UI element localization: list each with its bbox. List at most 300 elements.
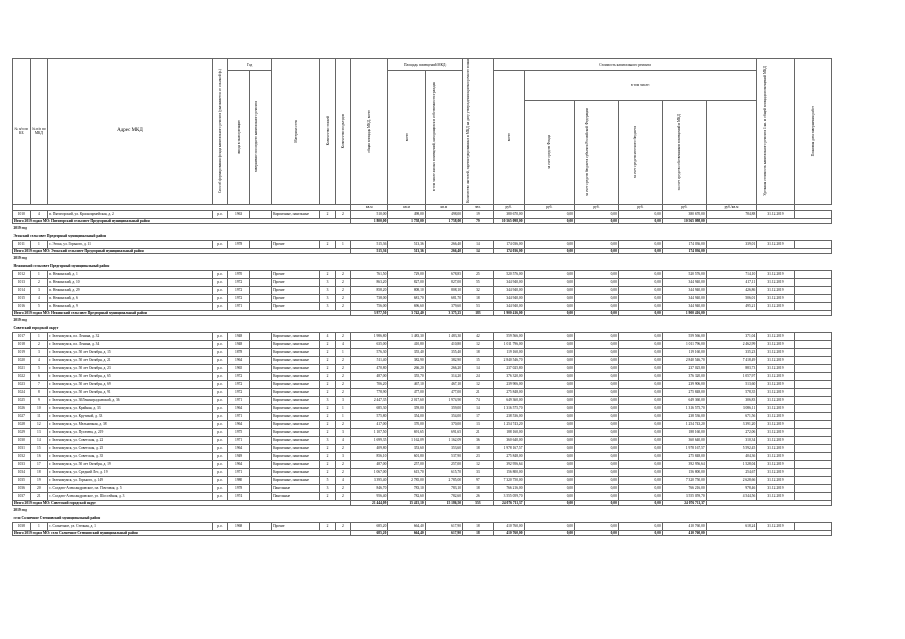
unit-cell: руб. [493,204,524,210]
table-row [13,348,832,356]
table-cell: 31.12.2019 [757,356,794,364]
table-cell: Кирпичные, панельные [272,380,320,388]
table-cell: 174 036,00 [662,248,706,253]
table-cell: г. Зеленокумск, ул. 50 лет Октября, д. 69 [48,380,213,388]
table-cell: 1 316 575,70 [493,404,524,412]
table-cell: 20 [30,484,48,492]
table-cell: 2 [320,468,335,476]
table-cell [250,492,272,500]
table-cell: 681,70 [425,294,462,302]
table-cell: 2 840 546,70 [493,356,524,364]
table-cell: 0,00 [618,270,662,278]
table-cell: 1 254 743,20 [493,420,524,428]
table-cell: 783,10 [388,484,425,492]
table-cell: Кирпичные, панельные [272,372,320,380]
table-cell: р.о. [212,278,227,286]
table-cell: 1 978 167,57 [662,444,706,452]
table-cell: 31.12.2019 [757,278,794,286]
table-cell: 359,00 [425,404,462,412]
table-cell: 0,00 [618,436,662,444]
table-cell: 0,00 [524,388,574,396]
table-cell: 10 [30,404,48,412]
table-cell: 2 [320,356,335,364]
table-cell: 3 [320,396,335,404]
table-cell: 553 [463,500,494,505]
table-cell: 1 [335,348,350,356]
table-row [13,240,832,248]
table-cell: г. Зеленокумск, ул. 50 лет Октября, д. 23 [48,364,213,372]
table-cell: р.о. [212,302,227,310]
table-cell: 615,70 [425,468,462,476]
table-cell: 7 320 750,00 [662,476,706,484]
table-cell: 2 [335,356,350,364]
table-cell: р.о. [212,380,227,388]
table-cell: 7 320 750,00 [493,476,524,484]
table-cell: 31.12.2019 [757,492,794,500]
table-cell: 42 [463,332,494,340]
table-cell: 2 [320,348,335,356]
table-cell: 13 [463,420,494,428]
table-cell: 2 [320,444,335,452]
table-cell [250,468,272,476]
table-cell: 0,00 [524,412,574,420]
table-cell: 0,00 [574,444,618,452]
table-cell: 510,00 [351,210,388,218]
table-row [13,332,832,340]
table-cell: 1031 [13,444,31,452]
header-cost-local: за счет средств местного бюджета [618,100,662,204]
table-cell: 2 [320,210,335,218]
table-cell [794,452,831,460]
table-cell: 371,04 [706,332,757,340]
table-cell: 0,00 [524,270,574,278]
table-cell: Кирпичные, панельные [272,364,320,372]
table-cell: Кирпичные, панельные [272,404,320,412]
table-cell: 0,00 [618,286,662,294]
table-cell: 23 [463,452,494,460]
table-cell: 0,00 [574,404,618,412]
header-area-group: Площадь помещений МКД: [388,59,463,71]
table-cell: 1 [30,522,48,530]
table-cell [794,364,831,372]
unit-cell: кв.м [351,204,388,210]
table-cell: 0,00 [574,348,618,356]
table-cell: Кирпичные, панельные [272,348,320,356]
table-cell: 766 216,00 [662,484,706,492]
table-cell: 19 [30,476,48,484]
table-cell: 21 [463,428,494,436]
table-cell [794,388,831,396]
table-cell: 3 555 059,70 [662,492,706,500]
table-cell: 756,00 [351,302,388,310]
table-cell: 0,00 [574,278,618,286]
table-cell: 1971 [228,302,250,310]
table-cell: 306,83 [706,396,757,404]
table-cell: 0,00 [574,380,618,388]
table-cell: г. Зеленокумск, ул. Советская, д. 22 [48,436,213,444]
table-cell: 2 [335,468,350,476]
header-mkd: № п/п по МКД [30,59,48,205]
table-row [13,340,832,348]
section-row [13,253,832,262]
table-cell: р.о. [212,468,227,476]
table-cell: 0,00 [618,404,662,412]
table-cell: 353,60 [388,444,425,452]
table-cell: 1 900 416,00 [662,310,706,315]
table-row [13,404,832,412]
table-cell [250,404,272,412]
table-cell: 53 [463,302,494,310]
table-cell: 576,30 [351,348,388,356]
table-cell [250,240,272,248]
table-cell: Итого 2019 годам МО: Этокский сельсовет Предгорный муниципальный район [13,248,351,253]
table-cell: Прочие [272,278,320,286]
table-cell: 477,00 [425,388,462,396]
table-cell [250,364,272,372]
table-cell: 0,00 [574,492,618,500]
unit-cell: кв.м [425,204,462,210]
table-cell: 678,85 [425,270,462,278]
table-cell: 4 [335,340,350,348]
header-cost-fund: за счет средств Фонда [524,100,574,204]
table-cell: 0,00 [524,444,574,452]
table-cell: 2 785,00 [388,476,425,484]
header-cost-regional: за счет средств бюджета субъекта Российской Федерации [574,100,618,204]
table-cell: 18 [30,468,48,476]
table-cell: 183 [463,310,494,315]
table-cell: г. Зеленокумск, ул. 50 лет Октября, д. 19 [48,460,213,468]
table-cell: Кирпичные, панельные [272,452,320,460]
table-cell: 10 565 098,00 [493,218,524,223]
table-cell: 2 [335,332,350,340]
table-cell: 310,34 [706,436,757,444]
table-cell: 1 316 575,70 [662,404,706,412]
table-cell: 3 [320,484,335,492]
section-label: 2019 год [13,255,27,260]
table-cell: Кирпичные, панельные [272,444,320,452]
table-cell: 467,10 [425,380,462,388]
table-cell: р.о. [212,396,227,404]
table-cell: р.о. [212,420,227,428]
table-cell: 2 [335,302,350,310]
table-cell: 18 [463,444,494,452]
table-cell: г. Зеленокумск, пл. Ленина, д. 34 [48,340,213,348]
table-cell: г. Зеленокумск, ул. Советская, д. 25 [48,444,213,452]
table-row [13,522,832,530]
table-cell: 778,90 [351,388,388,396]
table-cell [794,420,831,428]
table-cell: 0,00 [618,388,662,396]
table-cell: 0,00 [574,210,618,218]
table-header [13,59,832,211]
section-label: село Солнечное Степновский муниципальный район [13,515,101,520]
table-cell: р.о. [212,484,227,492]
table-cell: 1 974,90 [425,396,462,404]
table-cell: 15 415,10 [388,500,425,505]
table-row [13,364,832,372]
table-cell: 3 555 059,70 [493,492,524,500]
table-cell: 0,00 [618,500,662,505]
table-cell: р.о. [212,428,227,436]
table-cell: 254,67 [706,468,757,476]
table-cell: 237 025,80 [662,364,706,372]
header-deadline: Плановая дата завершения работ [794,59,831,205]
table-cell: 2 785,00 [425,476,462,484]
table-cell: 1978 [228,484,250,492]
header-area-all: всего [388,71,425,205]
table-cell [794,286,831,294]
table-cell: 1 067,00 [351,468,388,476]
table-cell: 0,00 [524,530,574,535]
section-row [13,223,832,232]
table-cell: 1975 [228,428,250,436]
table-cell: р.о. [212,372,227,380]
table-cell: 360 640,00 [493,436,524,444]
section-row [13,514,832,523]
table-cell: 1964 [228,460,250,468]
table-cell: 0,00 [618,372,662,380]
table-row [13,388,832,396]
table-cell: 1 254 743,20 [662,420,706,428]
table-cell: 6 [30,372,48,380]
table-cell: Кирпичные, панельные [272,332,320,340]
table-cell: 0,00 [574,310,618,315]
table-cell: 9 [30,396,48,404]
table-cell: 1038 [13,522,31,530]
table-cell: 0,00 [574,340,618,348]
table-cell: 11 [30,412,48,420]
table-cell: 314,20 [425,372,462,380]
table-cell: 761,50 [351,270,388,278]
table-cell: 31.12.2019 [757,372,794,380]
table-row [13,380,832,388]
table-cell: г. Зеленокумск, ул. Советская, д. 35 [48,452,213,460]
table-cell: 0,00 [618,428,662,436]
table-cell: 31.12.2019 [757,294,794,302]
table-cell: 0,00 [618,278,662,286]
table-cell [794,340,831,348]
table-cell: 513,36 [388,240,425,248]
table-cell [794,428,831,436]
header-kb: № п/п по КБ [13,59,31,205]
table-cell: 18 [463,522,494,530]
table-cell: 10 565 098,00 [662,218,706,223]
table-cell: 649 360,00 [662,396,706,404]
table-cell: 4 [320,332,335,340]
table-cell: 0,00 [574,388,618,396]
header-floors: Количество этажей [320,59,335,205]
table-cell: 1971 [228,396,250,404]
table-cell: 12 [30,420,48,428]
header-total-area: общая площадь МКД, всего [351,59,388,205]
table-cell: 1029 [13,428,31,436]
table-cell: 410 760,00 [493,530,524,535]
table-cell: 31.12.2019 [757,332,794,340]
table-cell [794,210,831,218]
table-cell: с. Этока, ул. Горького, д. 11 [48,240,213,248]
table-cell: 863,20 [351,278,388,286]
table-cell: 31.12.2019 [757,412,794,420]
table-cell: 559 566,00 [662,332,706,340]
table-cell: 344 940,00 [662,278,706,286]
table-cell: 671,56 [706,412,757,420]
table-cell: Кирпичные, панельные [272,420,320,428]
table-cell: 782,60 [388,492,425,500]
table-cell: г. Зеленокумск, ул. 50 лет Октября, д. 91 [48,388,213,396]
table-cell: 31.12.2019 [757,270,794,278]
table-cell: 1028 [13,420,31,428]
table-cell: 1 [335,404,350,412]
table-cell: 0,00 [524,348,574,356]
table-cell: 12 [463,340,494,348]
table-cell: 0,00 [574,530,618,535]
table-cell [794,372,831,380]
table-cell: 1963 [228,210,250,218]
table-cell: 3 [30,348,48,356]
table-cell: 382,90 [425,356,462,364]
table-cell: 2 [320,380,335,388]
table-cell: 1 978 167,57 [493,444,524,452]
table-cell: 0,00 [524,332,574,340]
table-cell [794,348,831,356]
table-cell: 1011 [13,240,31,248]
table-cell: 3 [335,428,350,436]
table-cell: 3 375,25 [425,310,462,315]
table-cell [250,294,272,302]
table-cell: 2 462,99 [706,340,757,348]
table-cell: 0,00 [618,364,662,372]
table-cell [794,484,831,492]
table-cell: 0,00 [618,380,662,388]
table-cell: 4 [335,436,350,444]
table-cell [794,332,831,340]
section-row [13,324,832,333]
table-cell: Прочие [272,240,320,248]
table-cell: 21 [30,492,48,500]
table-cell: 3 [320,294,335,302]
table-cell: 4 544,56 [706,492,757,500]
table-cell: 0,00 [618,348,662,356]
table-cell: 1980 [228,476,250,484]
table-cell: Итого 2019 годам МО: село Солнечное Степновский муниципальный район [13,530,351,535]
table-cell: 239 906,00 [493,380,524,388]
table-cell: 5 [30,302,48,310]
section-row [13,262,832,271]
table-cell: 0,00 [524,286,574,294]
table-cell: р.о. [212,388,227,396]
table-cell: 13 [30,428,48,436]
table-cell: 1 483,30 [425,332,462,340]
table-cell: 2 [320,412,335,420]
table-cell: 0,00 [524,428,574,436]
table-cell [250,302,272,310]
table-cell: 257,00 [425,460,462,468]
table-cell: 0,00 [574,372,618,380]
table-cell: 618,24 [706,522,757,530]
table-cell: 12 [463,380,494,388]
table-cell: р.о. [212,294,227,302]
table-cell: 31.12.2019 [757,436,794,444]
table-cell: 266,20 [388,364,425,372]
table-cell: 2 [320,340,335,348]
table-cell: 1964 [228,356,250,364]
table-cell: 31.12.2019 [757,396,794,404]
table-row [13,356,832,364]
header-cost-owners: за счет средств собственников помещений в МКД [662,100,706,204]
table-cell: 31.12.2019 [757,522,794,530]
table-cell: 2 [320,522,335,530]
table-cell: 0,00 [574,436,618,444]
table-cell: 1972 [228,294,250,302]
table-cell: 12 [463,460,494,468]
table-cell: 537,90 [425,452,462,460]
table-cell: 2 [320,428,335,436]
table-cell: 31.12.2019 [757,388,794,396]
table-cell: 188 160,00 [662,428,706,436]
table-cell [250,210,272,218]
table-cell: 1972 [228,380,250,388]
table-cell: 0,00 [524,278,574,286]
table-cell: 2 [320,372,335,380]
table-cell: 3 977,50 [351,310,388,315]
table-cell: с. Солдато-Александровское, пл. Почтовая, д. 5 [48,484,213,492]
table-cell: 97 [463,476,494,484]
table-cell: 0,00 [574,248,618,253]
table-cell: 0,00 [618,444,662,452]
table-cell: 119 160,00 [493,348,524,356]
table-cell: 392 956,64 [662,460,706,468]
table-cell: г. Зеленокумск, ул. 50 лет Октября, д. 65 [48,372,213,380]
table-cell: 858,20 [351,286,388,294]
table-cell: 31.12.2019 [757,420,794,428]
table-cell [250,356,272,364]
table-cell: 738,00 [351,294,388,302]
table-cell: 649 360,00 [493,396,524,404]
table-cell [794,492,831,500]
table-cell: 2 [335,372,350,380]
table-cell: 1022 [13,372,31,380]
table-cell: 15 186,50 [425,500,462,505]
table-cell: 239 906,00 [662,380,706,388]
table-row [13,286,832,294]
table-cell: р.о. [212,356,227,364]
table-cell: 3 086,11 [706,404,757,412]
table-cell: 31.12.2019 [757,240,794,248]
table-cell: 2 [335,210,350,218]
table-cell: р.о. [212,460,227,468]
table-cell: 360 640,00 [662,436,706,444]
table-cell: 0,00 [618,294,662,302]
table-row [13,372,832,380]
table-cell: 2 [335,460,350,468]
table-cell: 615,70 [388,468,425,476]
table-cell: 575,80 [351,412,388,420]
table-cell: 410,80 [425,340,462,348]
table-cell: 513,36 [388,248,425,253]
table-cell: 14 [463,404,494,412]
table-row [13,476,832,484]
table-cell: 21 [463,388,494,396]
table-cell: р.о. [212,436,227,444]
table-cell: 513,60 [706,380,757,388]
table-cell: 174 036,00 [662,240,706,248]
table-cell: 1020 [13,356,31,364]
table-cell: 31.12.2019 [757,404,794,412]
table-cell: п. Нежинский, д. 29 [48,286,213,294]
table-cell: 706,20 [351,380,388,388]
table-row [13,436,832,444]
unit-cell: руб. [574,204,618,210]
